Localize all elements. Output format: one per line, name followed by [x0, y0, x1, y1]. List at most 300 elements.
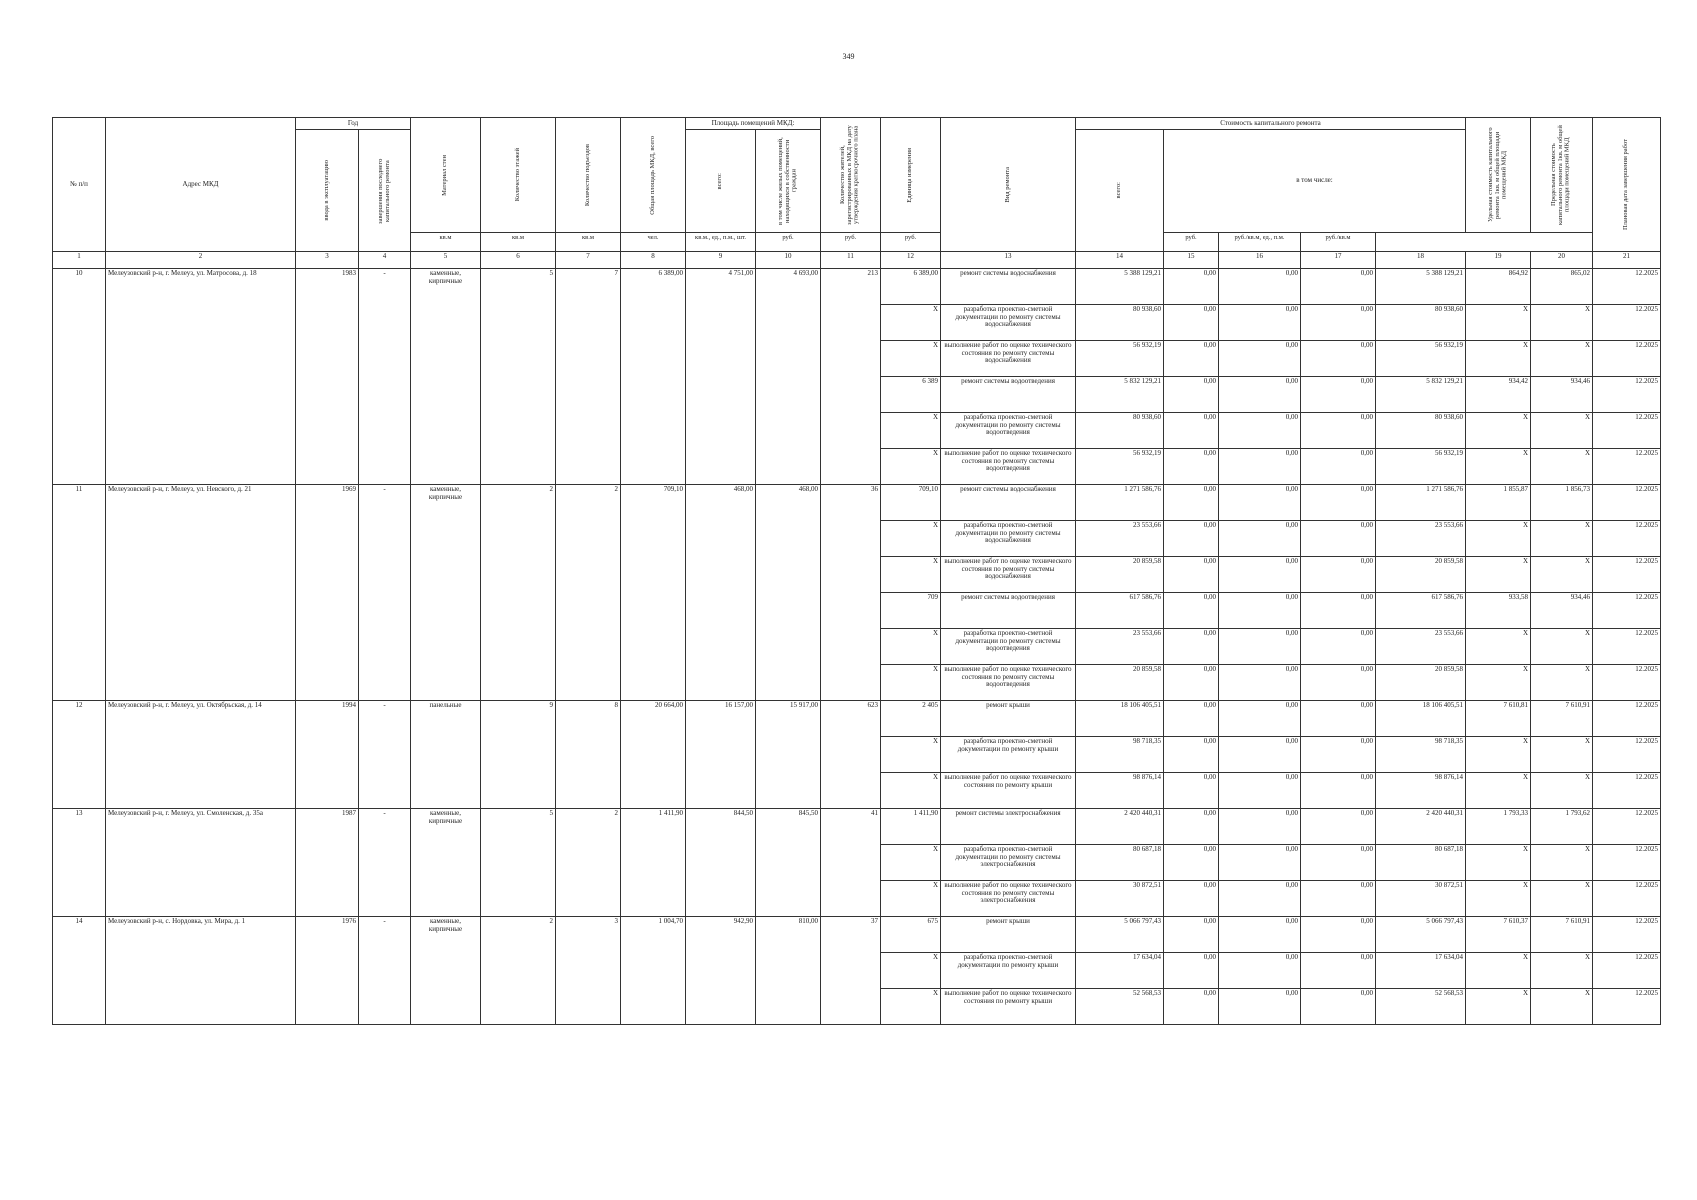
column-number: 4	[359, 252, 411, 269]
house-residents: 213	[821, 269, 881, 485]
work-date: 12.2025	[1593, 377, 1661, 413]
header-max-cost: Предельная стоимость капитального ремонта 1кв. м общей площади помещений МКД	[1550, 125, 1571, 225]
work-owners: 30 872,51	[1376, 881, 1466, 917]
house-material: каменные, кирпичные	[411, 269, 481, 485]
house-premises-total: 844,50	[686, 809, 756, 917]
work-rep: 0,00	[1219, 521, 1301, 557]
work-local: 0,00	[1301, 773, 1376, 809]
work-unit: Х	[1466, 773, 1531, 809]
unit-total-area: кв.м	[411, 233, 481, 252]
work-rep: 0,00	[1219, 593, 1301, 629]
work-owners: 17 634,04	[1376, 953, 1466, 989]
header-unit-measure: Единица измерения	[906, 147, 914, 203]
work-rep: 0,00	[1219, 341, 1301, 377]
work-fund: 0,00	[1164, 917, 1219, 953]
work-qty: Х	[881, 665, 941, 701]
house-num: 13	[53, 809, 106, 917]
work-local: 0,00	[1301, 413, 1376, 449]
work-fund: 0,00	[1164, 305, 1219, 341]
work-date: 12.2025	[1593, 521, 1661, 557]
work-type: выполнение работ по оценке технического состояния по ремонту системы водоснабжения	[941, 341, 1076, 377]
house-year: 1983	[296, 269, 359, 485]
work-fund: 0,00	[1164, 701, 1219, 737]
work-owners: 617 586,76	[1376, 593, 1466, 629]
column-number: 12	[881, 252, 941, 269]
house-premises-res: 15 917,00	[756, 701, 821, 809]
house-floors: 9	[481, 701, 556, 809]
work-type: ремонт системы водоотведения	[941, 593, 1076, 629]
house-address: Мелеузовский р-н, г. Мелеуз, ул. Октябрьская, д. 14	[106, 701, 296, 809]
work-type: выполнение работ по оценке технического состояния по ремонту системы водоснабжения	[941, 557, 1076, 593]
work-total: 23 553,66	[1076, 629, 1164, 665]
work-rep: 0,00	[1219, 629, 1301, 665]
work-qty: 6 389,00	[881, 269, 941, 305]
column-number: 11	[821, 252, 881, 269]
house-entrances: 2	[556, 809, 621, 917]
work-fund: 0,00	[1164, 593, 1219, 629]
house-premises-total: 4 751,00	[686, 269, 756, 485]
work-total: 5 066 797,43	[1076, 917, 1164, 953]
work-local: 0,00	[1301, 917, 1376, 953]
work-local: 0,00	[1301, 341, 1376, 377]
work-max: Х	[1531, 665, 1593, 701]
house-num: 11	[53, 485, 106, 701]
unit-unit-cost: руб./кв.м, ед., п.м.	[1219, 233, 1301, 252]
unit-owners: руб.	[1164, 233, 1219, 252]
work-date: 12.2025	[1593, 737, 1661, 773]
work-type: разработка проектно-сметной документации по ремонту системы водоотведения	[941, 413, 1076, 449]
work-max: Х	[1531, 305, 1593, 341]
work-total: 56 932,19	[1076, 449, 1164, 485]
work-unit: Х	[1466, 845, 1531, 881]
header-residents: Количество жителей, зарегистрированных в МКД на дату утверждения краткосрочного плана	[839, 125, 860, 225]
work-unit: Х	[1466, 737, 1531, 773]
house-last-repair: -	[359, 809, 411, 917]
house-floors: 5	[481, 809, 556, 917]
work-total: 80 938,60	[1076, 305, 1164, 341]
column-number: 14	[1076, 252, 1164, 269]
work-date: 12.2025	[1593, 557, 1661, 593]
work-max: Х	[1531, 413, 1593, 449]
house-address: Мелеузовский р-н, г. Мелеуз, ул. Матросова, д. 18	[106, 269, 296, 485]
header-year-group: Год	[296, 118, 411, 130]
work-date: 12.2025	[1593, 809, 1661, 845]
work-fund: 0,00	[1164, 521, 1219, 557]
work-local: 0,00	[1301, 593, 1376, 629]
house-material: каменные, кирпичные	[411, 485, 481, 701]
work-max: 934,46	[1531, 593, 1593, 629]
header-work-type: Вид ремонта	[1003, 166, 1011, 203]
house-address: Мелеузовский р-н, с. Нордовка, ул. Мира, д. 1	[106, 917, 296, 1025]
house-last-repair: -	[359, 917, 411, 1025]
work-qty: 709,10	[881, 485, 941, 521]
work-local: 0,00	[1301, 845, 1376, 881]
work-owners: 80 938,60	[1376, 305, 1466, 341]
work-rep: 0,00	[1219, 485, 1301, 521]
column-number: 8	[621, 252, 686, 269]
work-max: Х	[1531, 881, 1593, 917]
work-local: 0,00	[1301, 521, 1376, 557]
column-number: 15	[1164, 252, 1219, 269]
house-residents: 37	[821, 917, 881, 1025]
house-entrances: 8	[556, 701, 621, 809]
work-qty: Х	[881, 737, 941, 773]
house-year: 1976	[296, 917, 359, 1025]
work-qty: Х	[881, 989, 941, 1025]
work-fund: 0,00	[1164, 665, 1219, 701]
house-address: Мелеузовский р-н, г. Мелеуз, ул. Смоленская, д. 35а	[106, 809, 296, 917]
work-owners: 18 106 405,51	[1376, 701, 1466, 737]
header-year-commission: ввода в эксплуатацию	[322, 160, 330, 221]
work-owners: 2 420 440,31	[1376, 809, 1466, 845]
work-fund: 0,00	[1164, 449, 1219, 485]
house-total-area: 1 004,70	[621, 917, 686, 1025]
work-owners: 80 938,60	[1376, 413, 1466, 449]
work-date: 12.2025	[1593, 485, 1661, 521]
work-fund: 0,00	[1164, 557, 1219, 593]
work-rep: 0,00	[1219, 665, 1301, 701]
work-owners: 80 687,18	[1376, 845, 1466, 881]
column-number: 19	[1466, 252, 1531, 269]
work-fund: 0,00	[1164, 341, 1219, 377]
capital-repair-table	[52, 117, 1661, 1025]
work-fund: 0,00	[1164, 845, 1219, 881]
work-unit: 1 855,87	[1466, 485, 1531, 521]
work-max: Х	[1531, 557, 1593, 593]
work-date: 12.2025	[1593, 629, 1661, 665]
work-owners: 56 932,19	[1376, 341, 1466, 377]
work-local: 0,00	[1301, 953, 1376, 989]
work-unit: Х	[1466, 413, 1531, 449]
work-unit: 1 793,33	[1466, 809, 1531, 845]
unit-measure: кв.м., ед., п.м., шт.	[686, 233, 756, 252]
work-fund: 0,00	[1164, 737, 1219, 773]
work-unit: 7 610,37	[1466, 917, 1531, 953]
work-total: 20 859,58	[1076, 665, 1164, 701]
work-local: 0,00	[1301, 701, 1376, 737]
work-qty: Х	[881, 305, 941, 341]
column-number: 1	[53, 252, 106, 269]
work-date: 12.2025	[1593, 665, 1661, 701]
work-rep: 0,00	[1219, 377, 1301, 413]
work-qty: 6 389	[881, 377, 941, 413]
column-number: 5	[411, 252, 481, 269]
work-date: 12.2025	[1593, 305, 1661, 341]
work-date: 12.2025	[1593, 953, 1661, 989]
unit-republic: руб.	[821, 233, 881, 252]
house-total-area: 1 411,90	[621, 809, 686, 917]
work-fund: 0,00	[1164, 485, 1219, 521]
column-number: 13	[941, 252, 1076, 269]
house-premises-res: 810,00	[756, 917, 821, 1025]
work-qty: Х	[881, 341, 941, 377]
work-type: разработка проектно-сметной документации по ремонту системы водоснабжения	[941, 521, 1076, 557]
work-fund: 0,00	[1164, 629, 1219, 665]
work-unit: Х	[1466, 989, 1531, 1025]
work-date: 12.2025	[1593, 845, 1661, 881]
work-qty: Х	[881, 881, 941, 917]
work-qty: Х	[881, 521, 941, 557]
unit-premises-total: кв.м	[481, 233, 556, 252]
work-fund: 0,00	[1164, 413, 1219, 449]
house-floors: 2	[481, 917, 556, 1025]
work-local: 0,00	[1301, 269, 1376, 305]
work-unit: Х	[1466, 629, 1531, 665]
header-wall-material: Материал стен	[441, 154, 449, 196]
unit-local: руб.	[881, 233, 941, 252]
work-max: Х	[1531, 989, 1593, 1025]
work-max: Х	[1531, 737, 1593, 773]
work-total: 5 832 129,21	[1076, 377, 1164, 413]
work-rep: 0,00	[1219, 773, 1301, 809]
work-unit: Х	[1466, 521, 1531, 557]
work-local: 0,00	[1301, 629, 1376, 665]
work-fund: 0,00	[1164, 269, 1219, 305]
work-max: 7 610,91	[1531, 701, 1593, 737]
work-unit: Х	[1466, 953, 1531, 989]
work-date: 12.2025	[1593, 989, 1661, 1025]
house-last-repair: -	[359, 701, 411, 809]
work-owners: 5 832 129,21	[1376, 377, 1466, 413]
work-rep: 0,00	[1219, 413, 1301, 449]
work-local: 0,00	[1301, 809, 1376, 845]
work-rep: 0,00	[1219, 449, 1301, 485]
work-type: разработка проектно-сметной документации по ремонту системы водоотведения	[941, 629, 1076, 665]
house-last-repair: -	[359, 269, 411, 485]
work-qty: Х	[881, 449, 941, 485]
work-rep: 0,00	[1219, 557, 1301, 593]
work-total: 98 876,14	[1076, 773, 1164, 809]
column-number: 7	[556, 252, 621, 269]
work-fund: 0,00	[1164, 773, 1219, 809]
work-owners: 56 932,19	[1376, 449, 1466, 485]
table-row	[53, 485, 1661, 521]
house-material: каменные, кирпичные	[411, 917, 481, 1025]
house-floors: 2	[481, 485, 556, 701]
work-max: Х	[1531, 773, 1593, 809]
work-fund: 0,00	[1164, 953, 1219, 989]
work-max: 934,46	[1531, 377, 1593, 413]
work-qty: 2 405	[881, 701, 941, 737]
work-type: разработка проектно-сметной документации по ремонту системы электроснабжения	[941, 845, 1076, 881]
column-number: 3	[296, 252, 359, 269]
work-total: 617 586,76	[1076, 593, 1164, 629]
house-material: каменные, кирпичные	[411, 809, 481, 917]
work-local: 0,00	[1301, 989, 1376, 1025]
work-rep: 0,00	[1219, 953, 1301, 989]
table-row	[53, 917, 1661, 953]
work-total: 98 718,35	[1076, 737, 1164, 773]
header-premises-residential: в том числе жилых помещений, находящихся в собственности граждан	[776, 137, 798, 225]
work-total: 20 859,58	[1076, 557, 1164, 593]
work-qty: Х	[881, 629, 941, 665]
work-type: выполнение работ по оценке технического состояния по ремонту системы электроснабжения	[941, 881, 1076, 917]
work-fund: 0,00	[1164, 989, 1219, 1025]
work-date: 12.2025	[1593, 341, 1661, 377]
unit-fund: руб.	[756, 233, 821, 252]
header-floors: Количество этажей	[513, 148, 521, 202]
house-premises-total: 942,90	[686, 917, 756, 1025]
column-number: 20	[1531, 252, 1593, 269]
work-total: 23 553,66	[1076, 521, 1164, 557]
house-total-area: 6 389,00	[621, 269, 686, 485]
work-type: выполнение работ по оценке технического состояния по ремонту системы водоотведения	[941, 449, 1076, 485]
work-max: Х	[1531, 953, 1593, 989]
work-unit: 933,58	[1466, 593, 1531, 629]
table-row	[53, 269, 1661, 305]
table-row	[53, 809, 1661, 845]
house-year: 1969	[296, 485, 359, 701]
work-owners: 23 553,66	[1376, 521, 1466, 557]
work-fund: 0,00	[1164, 809, 1219, 845]
work-qty: Х	[881, 845, 941, 881]
work-owners: 52 568,53	[1376, 989, 1466, 1025]
work-local: 0,00	[1301, 305, 1376, 341]
house-premises-total: 468,00	[686, 485, 756, 701]
work-type: разработка проектно-сметной документации по ремонту системы водоснабжения	[941, 305, 1076, 341]
work-local: 0,00	[1301, 665, 1376, 701]
work-max: Х	[1531, 341, 1593, 377]
work-date: 12.2025	[1593, 881, 1661, 917]
work-type: ремонт системы водоснабжения	[941, 485, 1076, 521]
work-local: 0,00	[1301, 737, 1376, 773]
column-number: 18	[1376, 252, 1466, 269]
work-type: разработка проектно-сметной документации по ремонту крыши	[941, 737, 1076, 773]
work-date: 12.2025	[1593, 413, 1661, 449]
column-number: 6	[481, 252, 556, 269]
unit-premises-res: кв.м	[556, 233, 621, 252]
work-owners: 5 388 129,21	[1376, 269, 1466, 305]
unit-residents: чел.	[621, 233, 686, 252]
unit-max-cost: руб./кв.м	[1301, 233, 1376, 252]
work-max: Х	[1531, 629, 1593, 665]
header-end-date: Плановая дата завершения работ	[1622, 138, 1630, 231]
work-local: 0,00	[1301, 557, 1376, 593]
house-entrances: 7	[556, 269, 621, 485]
work-max: Х	[1531, 521, 1593, 557]
header-year-last-repair: завершения последнего капитального ремонта	[376, 157, 391, 224]
work-fund: 0,00	[1164, 881, 1219, 917]
work-unit: Х	[1466, 557, 1531, 593]
house-premises-res: 468,00	[756, 485, 821, 701]
work-date: 12.2025	[1593, 593, 1661, 629]
work-unit: Х	[1466, 665, 1531, 701]
house-address: Мелеузовский р-н, г. Мелеуз, ул. Невского, д. 21	[106, 485, 296, 701]
work-date: 12.2025	[1593, 701, 1661, 737]
work-owners: 98 718,35	[1376, 737, 1466, 773]
header-unit-cost: Удельная стоимость капитального ремонта 1кв. м общей площади помещений МКД	[1486, 127, 1508, 223]
column-number: 17	[1301, 252, 1376, 269]
work-rep: 0,00	[1219, 881, 1301, 917]
house-year: 1994	[296, 701, 359, 809]
work-total: 2 420 440,31	[1076, 809, 1164, 845]
work-total: 30 872,51	[1076, 881, 1164, 917]
table-row	[53, 701, 1661, 737]
page-number: 349	[842, 52, 855, 61]
work-owners: 5 066 797,43	[1376, 917, 1466, 953]
work-owners: 98 876,14	[1376, 773, 1466, 809]
house-residents: 41	[821, 809, 881, 917]
header-cost-incl: в том числе:	[1164, 130, 1466, 233]
work-total: 52 568,53	[1076, 989, 1164, 1025]
work-max: Х	[1531, 845, 1593, 881]
work-owners: 20 859,58	[1376, 557, 1466, 593]
work-type: ремонт системы водоснабжения	[941, 269, 1076, 305]
house-num: 12	[53, 701, 106, 809]
work-total: 56 932,19	[1076, 341, 1164, 377]
work-total: 18 106 405,51	[1076, 701, 1164, 737]
work-max: 865,02	[1531, 269, 1593, 305]
house-premises-total: 16 157,00	[686, 701, 756, 809]
work-date: 12.2025	[1593, 269, 1661, 305]
work-unit: 864,92	[1466, 269, 1531, 305]
work-local: 0,00	[1301, 449, 1376, 485]
header-entrances: Количество подъездов	[583, 143, 591, 207]
work-owners: 23 553,66	[1376, 629, 1466, 665]
work-type: ремонт системы электроснабжения	[941, 809, 1076, 845]
house-total-area: 20 664,00	[621, 701, 686, 809]
work-date: 12.2025	[1593, 773, 1661, 809]
work-type: выполнение работ по оценке технического состояния по ремонту системы водоотведения	[941, 665, 1076, 701]
work-type: выполнение работ по оценке технического состояния по ремонту крыши	[941, 773, 1076, 809]
work-total: 80 938,60	[1076, 413, 1164, 449]
work-max: 7 610,91	[1531, 917, 1593, 953]
work-owners: 20 859,58	[1376, 665, 1466, 701]
work-max: 1 856,73	[1531, 485, 1593, 521]
work-date: 12.2025	[1593, 917, 1661, 953]
header-num: № п/п	[53, 118, 106, 252]
work-qty: 1 411,90	[881, 809, 941, 845]
work-max: Х	[1531, 449, 1593, 485]
work-total: 5 388 129,21	[1076, 269, 1164, 305]
work-type: ремонт крыши	[941, 701, 1076, 737]
work-total: 1 271 586,76	[1076, 485, 1164, 521]
column-number: 2	[106, 252, 296, 269]
header-total-area: Общая площадь МКД, всего	[648, 135, 656, 215]
work-unit: 934,42	[1466, 377, 1531, 413]
header-cost-group: Стоимость капитального ремонта	[1076, 118, 1466, 130]
house-num: 10	[53, 269, 106, 485]
work-local: 0,00	[1301, 377, 1376, 413]
header-address: Адрес МКД	[106, 118, 296, 252]
work-unit: 7 610,81	[1466, 701, 1531, 737]
work-qty: Х	[881, 953, 941, 989]
work-rep: 0,00	[1219, 737, 1301, 773]
house-premises-res: 845,50	[756, 809, 821, 917]
work-fund: 0,00	[1164, 377, 1219, 413]
work-unit: Х	[1466, 449, 1531, 485]
work-owners: 1 271 586,76	[1376, 485, 1466, 521]
column-number: 16	[1219, 252, 1301, 269]
header-premises-group: Площадь помещений МКД:	[686, 118, 821, 130]
house-premises-res: 4 693,00	[756, 269, 821, 485]
work-local: 0,00	[1301, 881, 1376, 917]
work-local: 0,00	[1301, 485, 1376, 521]
column-number: 9	[686, 252, 756, 269]
house-residents: 36	[821, 485, 881, 701]
work-max: 1 793,62	[1531, 809, 1593, 845]
work-unit: Х	[1466, 305, 1531, 341]
work-date: 12.2025	[1593, 449, 1661, 485]
work-rep: 0,00	[1219, 269, 1301, 305]
work-qty: Х	[881, 413, 941, 449]
work-qty: Х	[881, 773, 941, 809]
work-type: ремонт крыши	[941, 917, 1076, 953]
house-residents: 623	[821, 701, 881, 809]
work-rep: 0,00	[1219, 305, 1301, 341]
work-unit: Х	[1466, 341, 1531, 377]
house-entrances: 2	[556, 485, 621, 701]
